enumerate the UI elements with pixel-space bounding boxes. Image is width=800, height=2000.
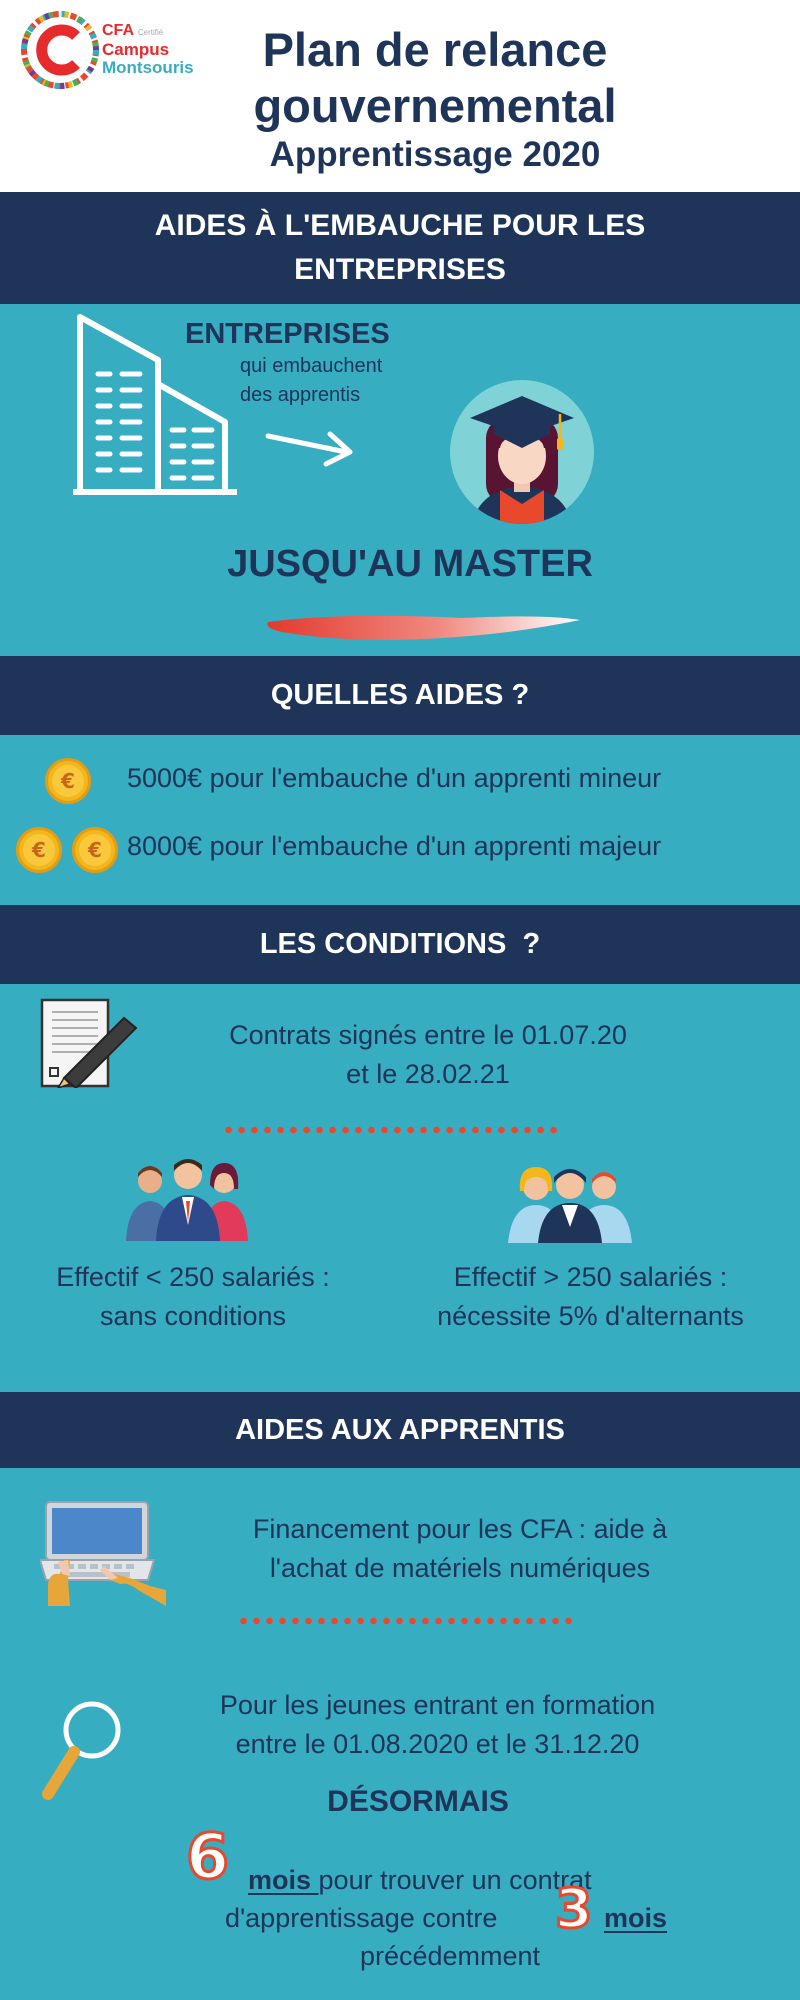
section-heading-conditions: [0, 905, 800, 984]
aid-mineur: 5000€ pour l'embauche d'un apprenti mineur: [127, 763, 662, 793]
team-large-icon: [508, 1165, 632, 1243]
contre-text: d'apprentissage contre: [225, 1903, 498, 1933]
section2-heading: QUELLES AIDES ?: [270, 679, 530, 711]
small-line2: sans conditions: [99, 1301, 287, 1331]
condition-small-company: [0, 1258, 386, 1336]
condition-large-company: [398, 1258, 783, 1336]
mois-3-label: mois: [604, 1903, 668, 1933]
entreprises-sub: [240, 352, 382, 410]
contract-line1: Contrats signés entre le 01.07.20: [229, 1020, 627, 1050]
funding-text: [190, 1510, 730, 1588]
contre-line: [225, 1898, 497, 1938]
magnifier-icon: [38, 1698, 128, 1808]
logo-cfa: CFA: [102, 22, 134, 39]
section1-heading-line1: AIDES À L'EMBAUCHE POUR LES: [154, 209, 646, 242]
funding-line2: l'achat de matériels numériques: [269, 1553, 651, 1583]
large-line2: nécessite 5% d'alternants: [437, 1301, 744, 1331]
page-title: [190, 22, 680, 134]
large-line1: Effectif > 250 salariés :: [453, 1262, 728, 1292]
mois-6-line: [248, 1860, 592, 1900]
youth-text: [170, 1686, 705, 1764]
logo-certifie: Certifié: [137, 28, 164, 37]
euro-coin-icon: €: [72, 827, 118, 873]
entreprises-sub-line2: des apprentis: [240, 384, 361, 406]
entreprises-label: ENTREPRISES: [185, 318, 390, 350]
section3-heading: LES CONDITIONS ?: [259, 928, 541, 960]
youth-line2: entre le 01.08.2020 et le 31.12.20: [235, 1729, 640, 1759]
team-small-icon: [126, 1155, 250, 1241]
dotted-divider: [237, 1617, 577, 1625]
funding-line1: Financement pour les CFA : aide à: [252, 1514, 668, 1544]
logo-montsouris: Montsouris: [102, 58, 194, 77]
youth-line1: Pour les jeunes entrant en formation: [219, 1690, 656, 1720]
logo-campus: Campus: [102, 40, 170, 59]
entreprises-sub-line1: qui embauchent: [240, 355, 383, 377]
mois-3-line: [604, 1898, 667, 1938]
cfa-logo-icon: [20, 10, 100, 90]
mois-6-label: mois: [248, 1865, 319, 1895]
dotted-divider: [222, 1126, 560, 1134]
brush-stroke: [262, 608, 582, 648]
contract-pen-icon: [40, 998, 140, 1088]
mois-6-text: pour trouver un contrat: [318, 1865, 592, 1895]
section-heading-apprentis: [0, 1392, 800, 1468]
arrow-right-icon: [264, 424, 360, 468]
graduate-avatar-icon: [448, 378, 596, 526]
section4-heading: AIDES AUX APPRENTIS: [235, 1414, 565, 1446]
section-heading-aides: [0, 656, 800, 735]
big-number-6: 6: [186, 1820, 230, 1893]
cfa-logo: [20, 10, 200, 90]
title-line-1: Plan de relance: [262, 23, 608, 76]
aid-majeur: 8000€ pour l'embauche d'un apprenti majeur: [127, 831, 662, 861]
header: [0, 0, 800, 192]
laptop-icon: [40, 1500, 166, 1606]
section-heading-embauche: [0, 192, 800, 304]
euro-coin-icon: €: [45, 758, 91, 804]
contract-dates: [178, 1016, 678, 1094]
small-line1: Effectif < 250 salariés :: [56, 1262, 330, 1292]
desormais-label: DÉSORMAIS: [327, 1785, 509, 1818]
master-label: JUSQU'AU MASTER: [227, 543, 593, 585]
page-subtitle: Apprentissage 2020: [269, 135, 601, 174]
big-number-3: 3: [555, 1877, 593, 1940]
euro-coin-icon: €: [16, 827, 62, 873]
title-line-2: gouvernemental: [253, 79, 617, 132]
contract-line2: et le 28.02.21: [346, 1059, 510, 1089]
section1-heading-line2: ENTREPRISES: [294, 253, 506, 286]
precedemment-text: précédemment: [359, 1941, 541, 1971]
